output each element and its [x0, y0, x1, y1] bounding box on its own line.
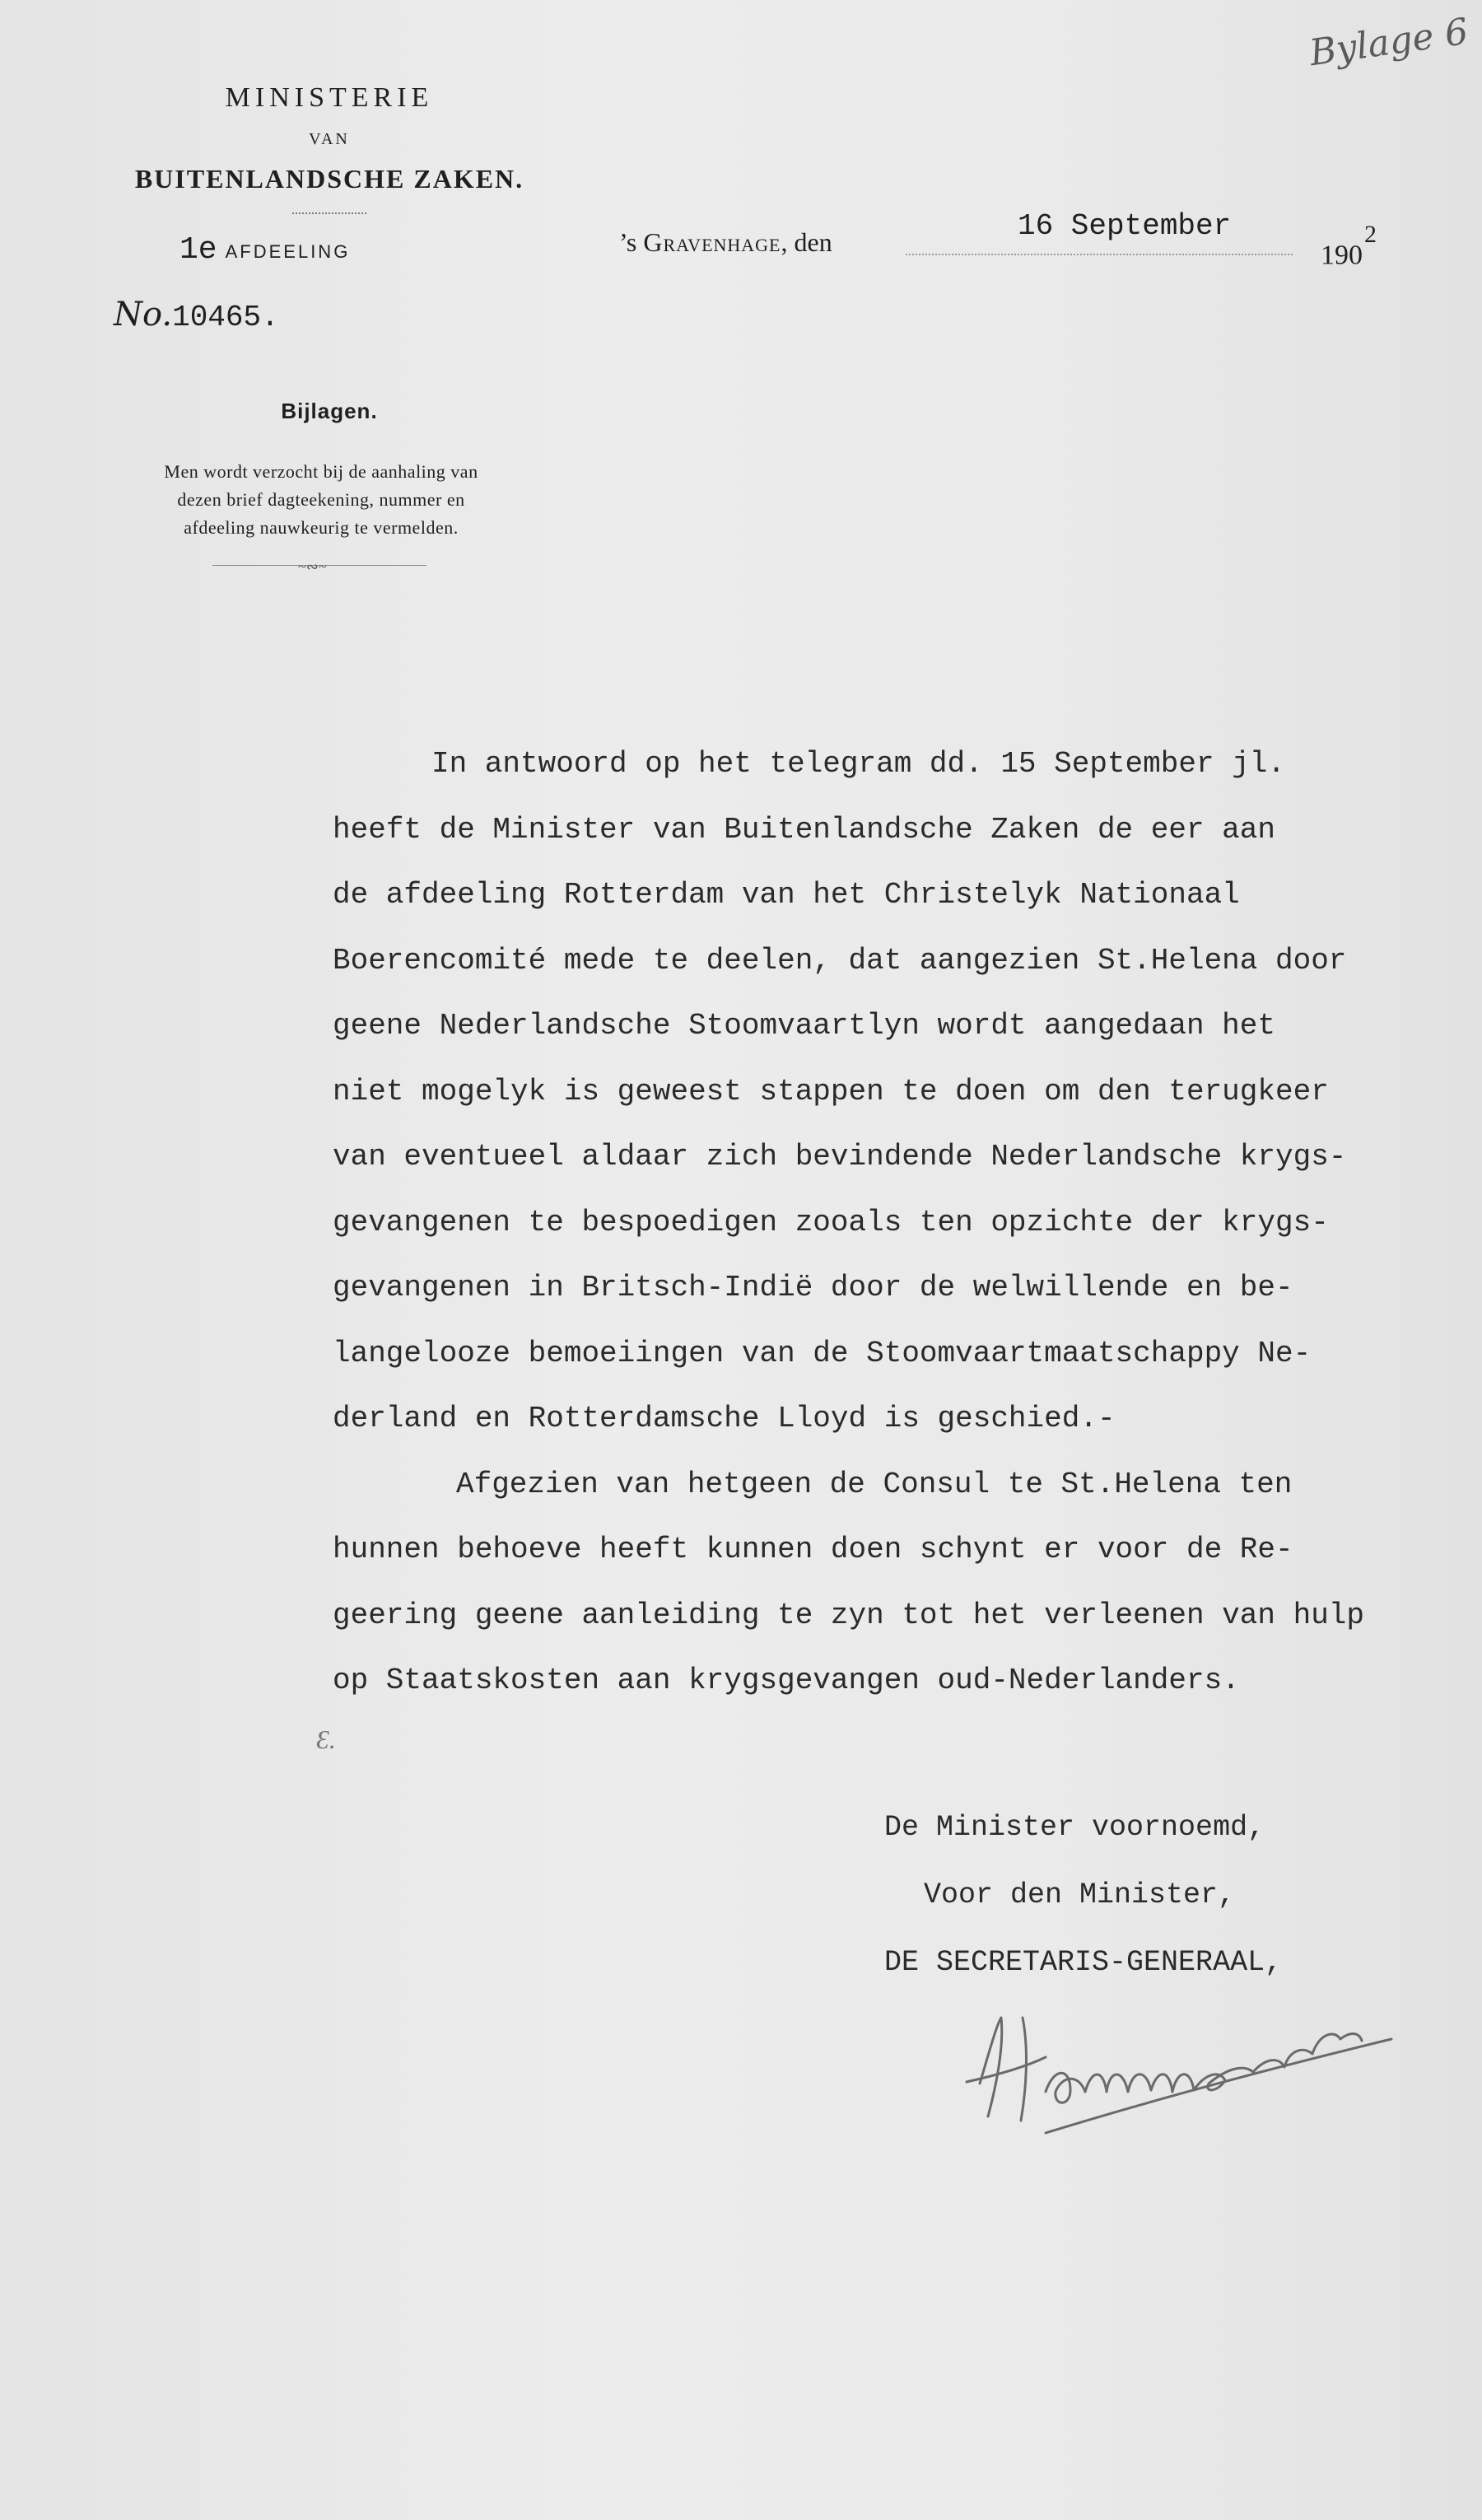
date-year — [1321, 221, 1377, 271]
place-name: Gravenhage — [643, 227, 781, 257]
instruction-line-2: dezen brief dagteekening, nummer en — [177, 489, 465, 510]
letter-body — [333, 731, 1482, 1714]
instruction-line-3: afdeeling nauwkeurig te vermelden. — [184, 517, 459, 538]
year-typed: 2 — [1364, 221, 1377, 248]
ministry-letterhead — [115, 82, 543, 214]
body-line: geene Nederlandsche Stoomvaartlyn wordt aangedaan het — [333, 1009, 1275, 1043]
letterhead-line-2: VAN — [309, 130, 350, 148]
department-number: 1e — [179, 232, 217, 268]
citation-instruction — [99, 458, 543, 542]
body-line: van eventueel aldaar zich bevindende Nederlandsche krygs- — [333, 1140, 1347, 1174]
instruction-line-1: Men wordt verzocht bij de aanhaling van — [164, 461, 478, 482]
closing-line-1: De Minister voornoemd, — [884, 1811, 1265, 1844]
body-line: hunnen behoeve heeft kunnen doen schynt er voor de Re- — [333, 1533, 1293, 1566]
body-line: Afgezien van hetgeen de Consul te St.Helena ten — [456, 1467, 1293, 1501]
body-line: derland en Rotterdamsche Lloyd is geschied.- — [333, 1402, 1116, 1435]
reference-number — [114, 295, 279, 334]
margin-mark: Ɛ. — [316, 1724, 336, 1754]
body-line: langelooze bemoeiingen van de Stoomvaartmaatschappy Ne- — [333, 1336, 1312, 1370]
body-line: In antwoord op het telegram dd. 15 September jl. — [431, 747, 1285, 781]
closing-line-2: Voor den Minister, — [924, 1878, 1236, 1911]
department-label: AFDEELING — [225, 241, 351, 262]
date-day-month: 16 September — [1018, 209, 1232, 243]
letterhead-line-3: BUITENLANDSCHE ZAKEN. — [134, 164, 524, 194]
date-dotted-line — [906, 254, 1293, 255]
handwritten-signature — [947, 1960, 1408, 2158]
place-suffix: , den — [781, 227, 832, 257]
reference-prefix: No. — [114, 296, 173, 334]
year-printed: 190 — [1321, 240, 1363, 271]
body-line: niet mogelyk is geweest stappen te doen om den terugkeer — [333, 1074, 1329, 1108]
body-line: de afdeeling Rotterdam van het Christelyk Nationaal — [333, 878, 1240, 912]
closing-line-3: DE SECRETARIS-GENERAAL, — [884, 1946, 1283, 1979]
letterhead-divider — [292, 206, 366, 214]
attachments-heading: Bijlagen. — [281, 399, 378, 423]
body-line: gevangenen in Britsch-Indië door de welwillende en be- — [333, 1271, 1293, 1304]
ornament-mark: ~∾~ — [298, 558, 327, 575]
department — [179, 232, 350, 268]
handwritten-annotation: Bylage 6 — [1307, 10, 1471, 75]
body-line: op Staatskosten aan krygsgevangen oud-Nederlanders. — [333, 1664, 1240, 1697]
place-prefix: ’s — [619, 227, 637, 257]
reference-value: 10465. — [172, 301, 279, 334]
body-line: geering geene aanleiding te zyn tot het verleenen van hulp — [333, 1598, 1365, 1632]
letterhead-line-1: MINISTERIE — [225, 82, 434, 113]
body-line: gevangenen te bespoedigen zooals ten opzichte der krygs- — [333, 1205, 1329, 1239]
place-line — [619, 227, 832, 258]
body-line: Boerencomité mede te deelen, dat aangezien St.Helena door — [333, 943, 1347, 978]
body-line: heeft de Minister van Buitenlandsche Zaken de eer aan — [333, 812, 1275, 847]
